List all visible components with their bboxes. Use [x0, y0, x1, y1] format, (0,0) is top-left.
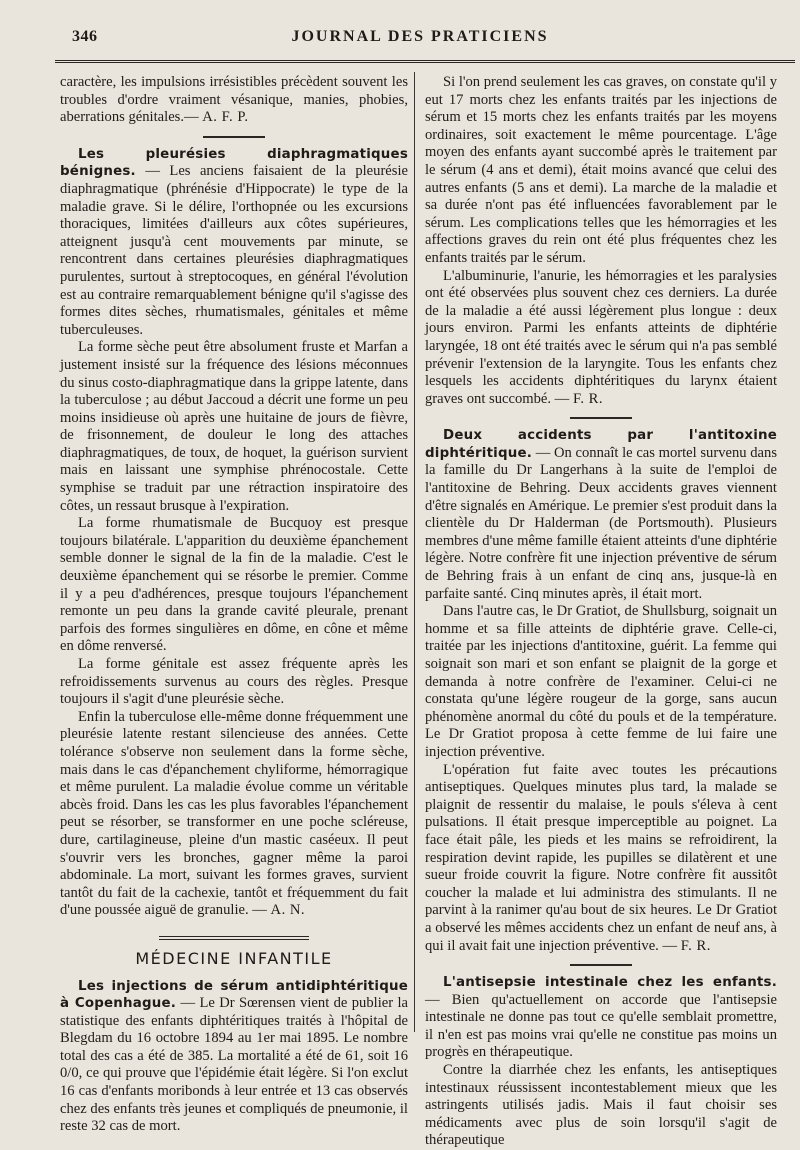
- article-title: Les injections de sérum antidiphtéritique à Copenhague.: [60, 978, 408, 1012]
- paragraph: Les injections de sérum antidiphtéritique à Copenhague. — Le Dr Sœrensen vient de publier la statistique des enfants diphtéritiques traités à l'hôpital de Blegdam du 16 octobre 1894 au 1er mai 1895. Le nombre total des cas a été de 385. La mortalité a été de 61, soit 16 0/0, ce qui prouve que l'épidémie était légère. Si l'on exclut 16 cas d'enfants moribonds à leur entrée et 13 cas observés chez des enfants très jeunes et compliqués de pneumonie, il reste 32 cas de mort.: [60, 978, 408, 1135]
- paragraph: L'albuminurie, l'anurie, les hémorragies et les paralysies ont été observées plus souvent chez ces derniers. La durée de la maladie a été aussi légèrement plus longue : deux jours environ. Parmi les enfants atteints de diphtérie laryngée, 18 ont été traités avec le sérum qui n'a pas semblé prévenir l'extension de la laryngite. Tous les enfants chez lesquels les accidents diphtéritiques du larynx étaient graves ont succombé. — F. R.: [425, 267, 777, 407]
- right-column: [425, 74, 777, 1150]
- paragraph: Enfin la tuberculose elle-même donne fréquemment une pleurésie latente restant silencieuse des années. Cette tolérance s'observe non seulement dans la forme sèche, mais dans le cas d'épanchement chyliforme, hémorragique et même purulent. La maladie évolue comme un véritable abcès froid. Dans les cas les plus favorables l'épanchement peut se résorber, se transformer en une poche scléreuse, dure, cartilagineuse, pleine d'un mastic caséeux. Il peut s'ouvrir vers les bronches, gagner même la paroi abdominale. La mort, suivant les formes graves, survient tantôt du fait de la cachexie, tantôt et fréquemment du fait d'une poussée aiguë de granulie. — A. N.: [60, 708, 408, 919]
- author-signature: A. N.: [270, 902, 306, 919]
- section-title: MÉDECINE INFANTILE: [135, 948, 333, 968]
- paragraph: Dans l'autre cas, le Dr Gratiot, de Shullsburg, soignait un homme et sa fille atteints de diphtérie grave. Celle-ci, traitée par les injections d'antitoxine, guérit. La femme qui soignait son mari et son enfant se plaignit de la gorge et demanda à notre confrère de l'examiner. Celui-ci ne constata qu'une légère rougeur de la gorge, sans aucun phénomène anormal du côté du pouls et de la température. Le Dr Gratiot proposa à cette femme de lui faire une injection préventive.: [425, 603, 777, 760]
- header-rule: [55, 60, 795, 63]
- paragraph: La forme rhumatismale de Bucquoy est presque toujours bilatérale. L'apparition du deuxième épanchement semble donner le signal de la fin de la maladie. C'est le deuxième épanchement qui se résorbe le premier. Comme il y a peu d'adhérences, presque toujours l'épanchement remonte un peu dans la grande cavité pleurale, prenant parfois des formes singulières en dôme, en cône et même en dôme renversé.: [60, 515, 408, 655]
- left-column: [60, 74, 408, 1136]
- paragraph: Contre la diarrhée chez les enfants, les antiseptiques intestinaux réussissent incontestablement mieux que les astringents utilisés jadis. Mais il faut choisir ses médicaments avec plus de soin lorsqu'il s'agit de thérapeutique: [425, 1062, 777, 1149]
- separator-rule: [570, 417, 632, 419]
- column-divider: [414, 72, 415, 1032]
- paragraph: La forme génitale est assez fréquente après les refroidissements survenus au cours des règles. Presque toujours il s'agit d'une pleurésie sèche.: [60, 656, 408, 708]
- paragraph: Si l'on prend seulement les cas graves, on constate qu'il y eut 17 morts chez les enfants traités par les injections de sérum et 15 morts chez les enfants traités par les moyens ordinaires, soit exactement le même pourcentage. L'âge moyen des enfants ayant succombé après le traitement par le sérum (4 ans et demi), était moins avancé que celui des autres enfants (5 ans et demi). La marche de la maladie et sa durée n'ont pas été influencées favorablement par le sérum. Les complications telles que les hémorragies et les affections graves du rein ont été plus fréquentes chez les enfants traités par le sérum.: [425, 74, 777, 266]
- paragraph: L'opération fut faite avec toutes les précautions antiseptiques. Quelques minutes plus tard, la malade se plaignit de ressentir du malaise, le pouls s'éleva à cent pulsations. Il était presque imperceptible au poignet. La face était pâle, les pieds et les mains se refroidirent, la respiration devint rapide, les pupilles se dilatèrent et une sueur froide couvrit la figure. Notre confrère fit aussitôt coucher la malade et lui administra des stimulants. Il ne parvint à la ranimer qu'au bout de six heures. Le Dr Gratiot a observé les mêmes accidents chez un enfant de neuf ans, à qui il avait fait une injection préventive. — F. R.: [425, 761, 777, 954]
- section-heading-block: [60, 936, 408, 968]
- page-header: [62, 26, 778, 50]
- paragraph: Les pleurésies diaphragmatiques bénignes. — Les anciens faisaient de la pleurésie diaphragmatique (phrénésie d'Hippocrate) le type de la maladie grave. Si le délire, l'orthopnée ou les excursions thoraciques, limitées d'ailleurs aux côtes supérieures, atteignent jusqu'à cent mouvements par minute, se rencontrent dans certaines pleurésies diaphragmatiques purulentes, surtout à streptocoques, en général l'évolution est au contraire remarquablement bénigne qu'il s'agisse des formes dites sèches, rhumatismales, génitales et même tuberculeuses.: [60, 146, 409, 338]
- running-title: JOURNAL DES PRATICIENS: [291, 28, 549, 45]
- article-title: Deux accidents par l'antitoxine diphtéritique.: [425, 428, 777, 461]
- separator-rule: [570, 964, 632, 966]
- paragraph: Deux accidents par l'antitoxine diphtéritique. — On connaît le cas mortel survenu dans la famille du Dr Langerhans à la suite de l'emploi de l'antitoxine de Behring. Deux accidents graves viennent d'être signalés en Amérique. Le premier s'est produit dans la clientèle du Dr Halderman (de Portsmouth). Plusieurs membres d'une même famille étaient atteints d'une diphtérie légère. Notre confrère fit une injection préventive de sérum de Behring frais à un enfant de cinq ans, jusque-là en parfaite santé. Cinq minutes après, il était mort.: [425, 428, 777, 602]
- author-signature: F. R.: [680, 937, 711, 954]
- author-signature: A. F. P.: [202, 109, 249, 126]
- article-title: Les pleurésies diaphragmatiques bénignes.: [60, 146, 408, 180]
- paragraph: caractère, les impulsions irrésistibles précèdent souvent les troubles d'ordre vraiment vésanique, manies, phobies, aberrations génitales.— A. F. P.: [60, 74, 408, 126]
- paragraph: L'antisepsie intestinale chez les enfants. — Bien qu'actuellement on accorde que l'antisepsie intestinale ne donne pas tout ce qu'elle semblait promettre, il n'en est pas moins vrai qu'elle ne constitue pas moins un progrès en thérapeutique.: [425, 975, 777, 1061]
- separator-rule: [203, 136, 265, 138]
- paragraph: La forme sèche peut être absolument fruste et Marfan a justement insisté sur la fréquence des lésions méconnues du sinus costo-diaphragmatique dans la grippe latente, dans la tuberculose ; au début Jaccoud a décrit une forme un peu moins insidieuse où après une huitaine de jours de fièvre, de frisonnement, de douleur le long des attaches diaphragmatiques, de toux, de hoquet, la guérison survient mais en laissant une symphise phrénocostale. Cette symphise se traduit par une rétraction inspiratoire des côtes, un ressaut brusque à l'expiration.: [60, 339, 408, 514]
- article-title: L'antisepsie intestinale chez les enfants.: [443, 975, 777, 991]
- page-number: 346: [72, 28, 98, 45]
- author-signature: F. R.: [572, 390, 604, 407]
- section-rule: [159, 936, 309, 940]
